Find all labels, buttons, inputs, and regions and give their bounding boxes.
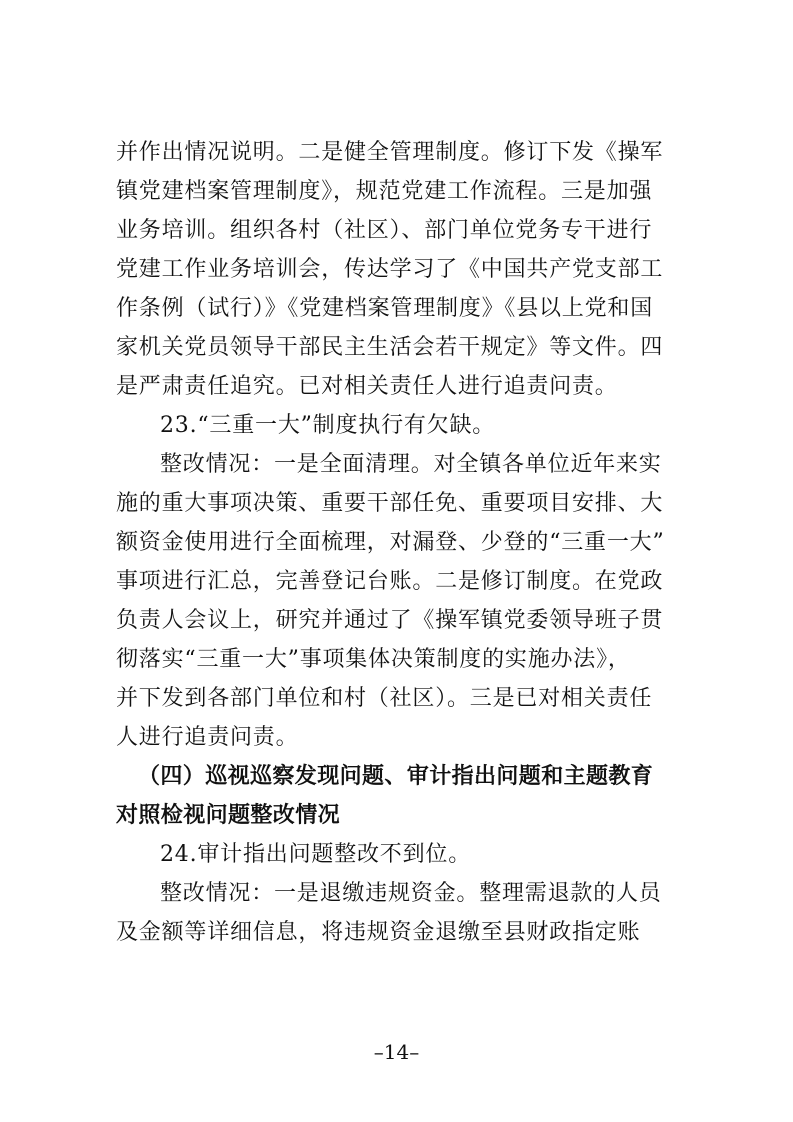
section-heading: （四）巡视巡察发现问题、审计指出问题和主题教育 <box>138 764 654 789</box>
item-heading-24: 24.审计指出问题整改不到位。 <box>160 842 471 867</box>
text-line: 业务培训。组织各村（社区）、部门单位党务专干进行 <box>116 218 653 243</box>
text-line: 是严肃责任追究。已对相关责任人进行追责问责。 <box>116 374 618 399</box>
text-line: 整改情况：一是退缴违规资金。整理需退款的人员 <box>160 881 662 906</box>
text-line: 家机关党员领导干部民主生活会若干规定》等文件。四 <box>116 335 664 360</box>
text-line: 并下发到各部门单位和村（社区）。三是已对相关责任 <box>116 686 653 711</box>
text-line: 人进行追责问责。 <box>116 725 299 750</box>
text-line: 负责人会议上，研究并通过了《操军镇党委领导班子贯 <box>116 608 664 633</box>
item-heading-23: 23.“三重一大”制度执行有欠缺。 <box>160 413 496 438</box>
text-line: 整改情况：一是全面清理。对全镇各单位近年来实 <box>160 452 662 477</box>
text-line: 事项进行汇总，完善登记台账。二是修订制度。在党政 <box>116 569 664 594</box>
section-heading-continued: 对照检视问题整改情况 <box>116 803 341 828</box>
text-line: 额资金使用进行全面梳理，对漏登、少登的“三重一大” <box>116 530 665 555</box>
document-body <box>116 133 680 952</box>
text-line: 并作出情况说明。二是健全管理制度。修订下发《操军 <box>116 140 664 165</box>
text-line: 及金额等详细信息，将违规资金退缴至县财政指定账 <box>116 920 641 945</box>
text-line: 镇党建档案管理制度》，规范党建工作流程。三是加强 <box>116 179 653 204</box>
text-line: 彻落实“三重一大”事项集体决策制度的实施办法》， <box>116 647 631 672</box>
page-number: –14– <box>373 1040 420 1064</box>
text-line: 施的重大事项决策、重要干部任免、重要项目安排、大 <box>116 491 664 516</box>
text-line: 党建工作业务培训会，传达学习了《中国共产党支部工 <box>116 257 664 282</box>
text-line: 作条例（试行）》《党建档案管理制度》《县以上党和国 <box>116 296 654 321</box>
